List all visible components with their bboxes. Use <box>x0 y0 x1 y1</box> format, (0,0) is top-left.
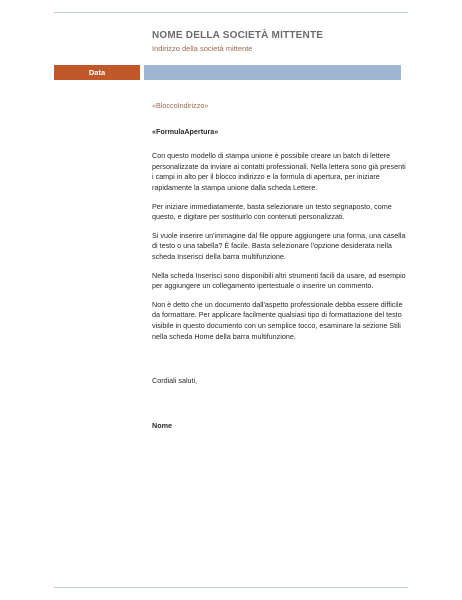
greeting-field[interactable]: «FormulaApertura» <box>152 126 219 136</box>
paragraph-1: Con questo modello di stampa unione è possibile creare un batch di lettere personalizzate da inviare ai contatti professionali. Nella lettera sono già presenti i campi in alto per il blocco indirizzo e la formula di apertura, per iniziare rapidamente la stampa unione dalla scheda Lettere. <box>152 151 406 192</box>
date-bar-fill <box>144 65 401 80</box>
paragraph-5: Non è detto che un documento dall'aspetto professionale debba essere difficile da formattare. Per applicare facilmente qualsiasi tipo di formattazione del testo visibile in questo documento con un semplice tocco, esaminare la sezione Stili nella scheda Home della barra multifunzione. <box>152 299 403 341</box>
top-divider <box>54 12 408 13</box>
address-block-field[interactable]: «BloccoIndirizzo» <box>152 101 209 110</box>
closing: Cordiali saluti, <box>152 376 198 386</box>
date-field[interactable]: Data <box>54 65 140 80</box>
sender-company-address: Indirizzo della società mittente <box>152 44 253 53</box>
paragraph-4: Nella scheda Inserisci sono disponibili altri strumenti facili da usare, ad esempio per aggiungere un collegamento ipertestuale o inserire un commento. <box>152 270 406 291</box>
date-bar <box>54 65 401 80</box>
letter-body <box>152 101 408 431</box>
paragraph-3: Si vuole inserire un'immagine dal file oppure aggiungere una forma, una casella di testo o una tabella? È facile. Basta selezionare l'opzione desiderata nella scheda Inserisci della barra multifunzione. <box>152 230 406 261</box>
bottom-divider <box>54 587 408 588</box>
sender-company-name: NOME DELLA SOCIETÀ MITTENTE <box>152 30 324 41</box>
signature-name: Nome <box>152 420 172 430</box>
paragraph-2: Per iniziare immediatamente, basta selezionare un testo segnaposto, come questo, e digitare per sostituirlo con contenuti personalizzati. <box>152 201 392 222</box>
